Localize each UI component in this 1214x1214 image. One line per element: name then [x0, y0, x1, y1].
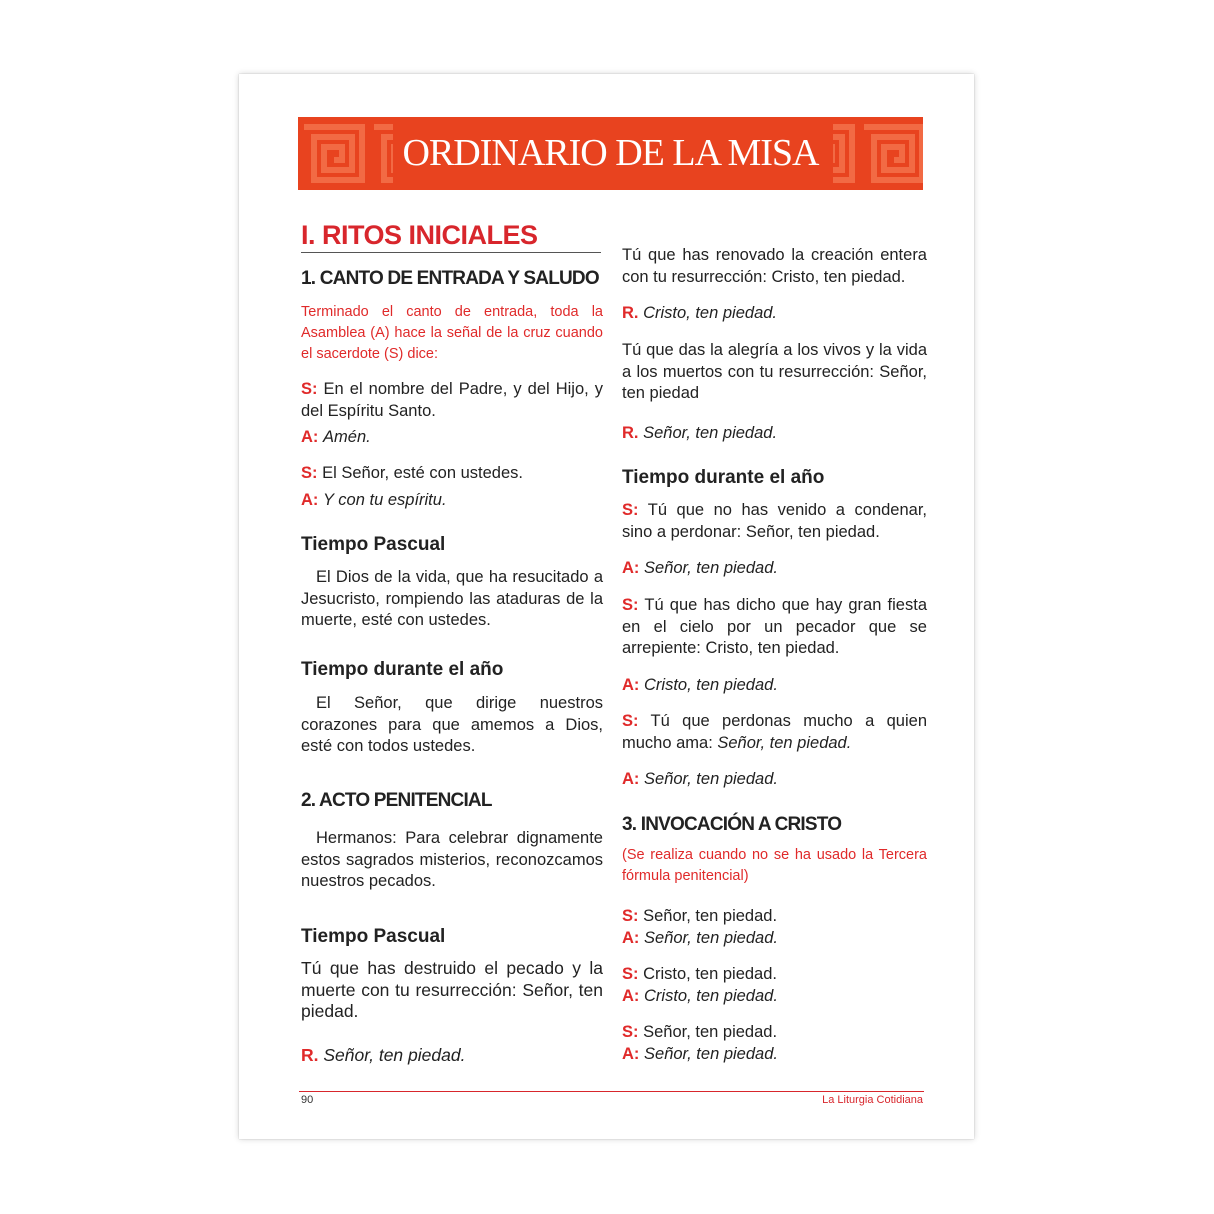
line-a-senor-3 — [622, 928, 927, 950]
paragraph-ano: El Señor, que dirige nuestros corazones para que amemos a Dios, esté con todos ustedes. — [301, 694, 603, 755]
heading-tiempo-ano: Tiempo durante el año — [301, 659, 504, 680]
heading-canto-entrada: 1. CANTO DE ENTRADA Y SALUDO — [301, 268, 599, 289]
speaker-label: A: — [622, 987, 640, 1005]
line-a-senor — [622, 558, 927, 580]
response-label: R. — [622, 424, 639, 442]
response: Señor, ten piedad. — [643, 424, 778, 442]
response: Señor, ten piedad. — [644, 559, 778, 577]
response: Señor, ten piedad. — [323, 1045, 466, 1065]
line-r-senor — [301, 1045, 603, 1067]
paragraph-pascual-2: Tú que has destruido el pecado y la muerte con tu resurrección: Señor, ten piedad. — [301, 958, 603, 1021]
footer-rule — [299, 1091, 924, 1092]
footer-brand: La Liturgia Cotidiana — [822, 1094, 923, 1106]
speaker-label: A: — [622, 929, 640, 947]
speaker-label: A: — [622, 1045, 640, 1063]
page-title: ORDINARIO DE LA MISA — [402, 132, 819, 174]
response: Señor, ten piedad. — [644, 1045, 778, 1063]
response: Amén. — [323, 428, 371, 446]
text: Tú que perdonas mucho a quien mucho ama: — [622, 712, 927, 752]
speaker-label: A: — [301, 491, 319, 509]
response-label: R. — [301, 1045, 319, 1065]
text: Señor, ten piedad. — [638, 1023, 778, 1041]
line-a-cristo-2 — [622, 986, 927, 1008]
speaker-label: S: — [622, 965, 639, 983]
line-a-amen — [301, 427, 603, 449]
line-a-cristo — [622, 675, 927, 697]
response: Señor, ten piedad. — [644, 929, 778, 947]
speaker-label: S: — [622, 1023, 639, 1041]
response: Y con tu espíritu. — [323, 491, 447, 509]
text: Cristo, ten piedad. — [638, 965, 777, 983]
speaker-label: A: — [622, 559, 640, 577]
paragraph-acto: Hermanos: Para celebrar dignamente estos sagrados misterios, reconozcamos nuestros pecados. — [301, 829, 603, 890]
text: El Señor, esté con ustedes. — [317, 464, 523, 482]
speaker-label: S: — [301, 380, 318, 398]
heading-tiempo-ano: Tiempo durante el año — [622, 467, 825, 488]
text: En el nombre del Padre, y del Hijo, y del Espíritu Santo. — [301, 380, 603, 420]
line-s-senor-4 — [622, 1022, 927, 1044]
section-title: I. RITOS INICIALES — [301, 220, 601, 253]
response: Cristo, ten piedad. — [643, 304, 778, 322]
heading-tiempo-pascual: Tiempo Pascual — [301, 534, 446, 555]
rubric-invocacion: (Se realiza cuando no se ha usado la Tercera fórmula penitencial) — [622, 847, 927, 884]
heading-acto-penitencial: 2. ACTO PENITENCIAL — [301, 790, 492, 811]
line-s-perdonas — [622, 711, 927, 754]
line-s-nombre — [301, 379, 603, 422]
text: Tú que has dicho que hay gran fiesta en el cielo por un pecador que se arrepiente: Cristo, ten piedad. — [622, 596, 927, 657]
rubric-entrada: Terminado el canto de entrada, toda la Asamblea (A) hace la señal de la cruz cuando el sacerdote (S) dice: — [301, 304, 603, 362]
heading-tiempo-pascual-2: Tiempo Pascual — [301, 926, 446, 947]
line-s-senor — [301, 463, 603, 485]
speaker-label: S: — [622, 501, 639, 519]
paragraph-pascual: El Dios de la vida, que ha resucitado a Jesucristo, rompiendo las ataduras de la muerte, esté con ustedes. — [301, 568, 603, 629]
response-label: R. — [622, 304, 639, 322]
speaker-label: A: — [622, 770, 640, 788]
text: Tú que no has venido a condenar, sino a perdonar: Señor, ten piedad. — [622, 501, 927, 541]
line-a-espiritu — [301, 490, 603, 512]
line-s-fiesta — [622, 595, 927, 660]
page-number: 90 — [301, 1094, 314, 1106]
paragraph-alegria: Tú que das la alegría a los vivos y la vida a los muertos con tu resurrección: Señor, ten piedad — [622, 341, 927, 402]
speaker-label: S: — [622, 907, 639, 925]
line-r-senor — [622, 423, 927, 445]
line-a-senor-2 — [622, 769, 927, 791]
speaker-label: S: — [622, 596, 639, 614]
response: Cristo, ten piedad. — [644, 987, 778, 1005]
line-s-cristo-2 — [622, 964, 927, 986]
line-a-senor-4 — [622, 1044, 927, 1066]
line-s-condenar — [622, 500, 927, 543]
response: Señor, ten piedad. — [717, 733, 852, 752]
speaker-label: A: — [301, 428, 319, 446]
line-s-senor-3 — [622, 906, 927, 928]
response: Cristo, ten piedad. — [644, 676, 778, 694]
response: Señor, ten piedad. — [644, 770, 778, 788]
page — [239, 74, 974, 1139]
speaker-label: S: — [622, 712, 639, 730]
paragraph-renovado: Tú que has renovado la creación entera con tu resurrección: Cristo, ten piedad. — [622, 246, 927, 286]
heading-invocacion: 3. INVOCACIÓN A CRISTO — [622, 814, 842, 835]
speaker-label: A: — [622, 676, 640, 694]
speaker-label: S: — [301, 464, 318, 482]
text: Señor, ten piedad. — [638, 907, 778, 925]
title-banner — [298, 117, 923, 190]
line-r-cristo — [622, 303, 927, 325]
